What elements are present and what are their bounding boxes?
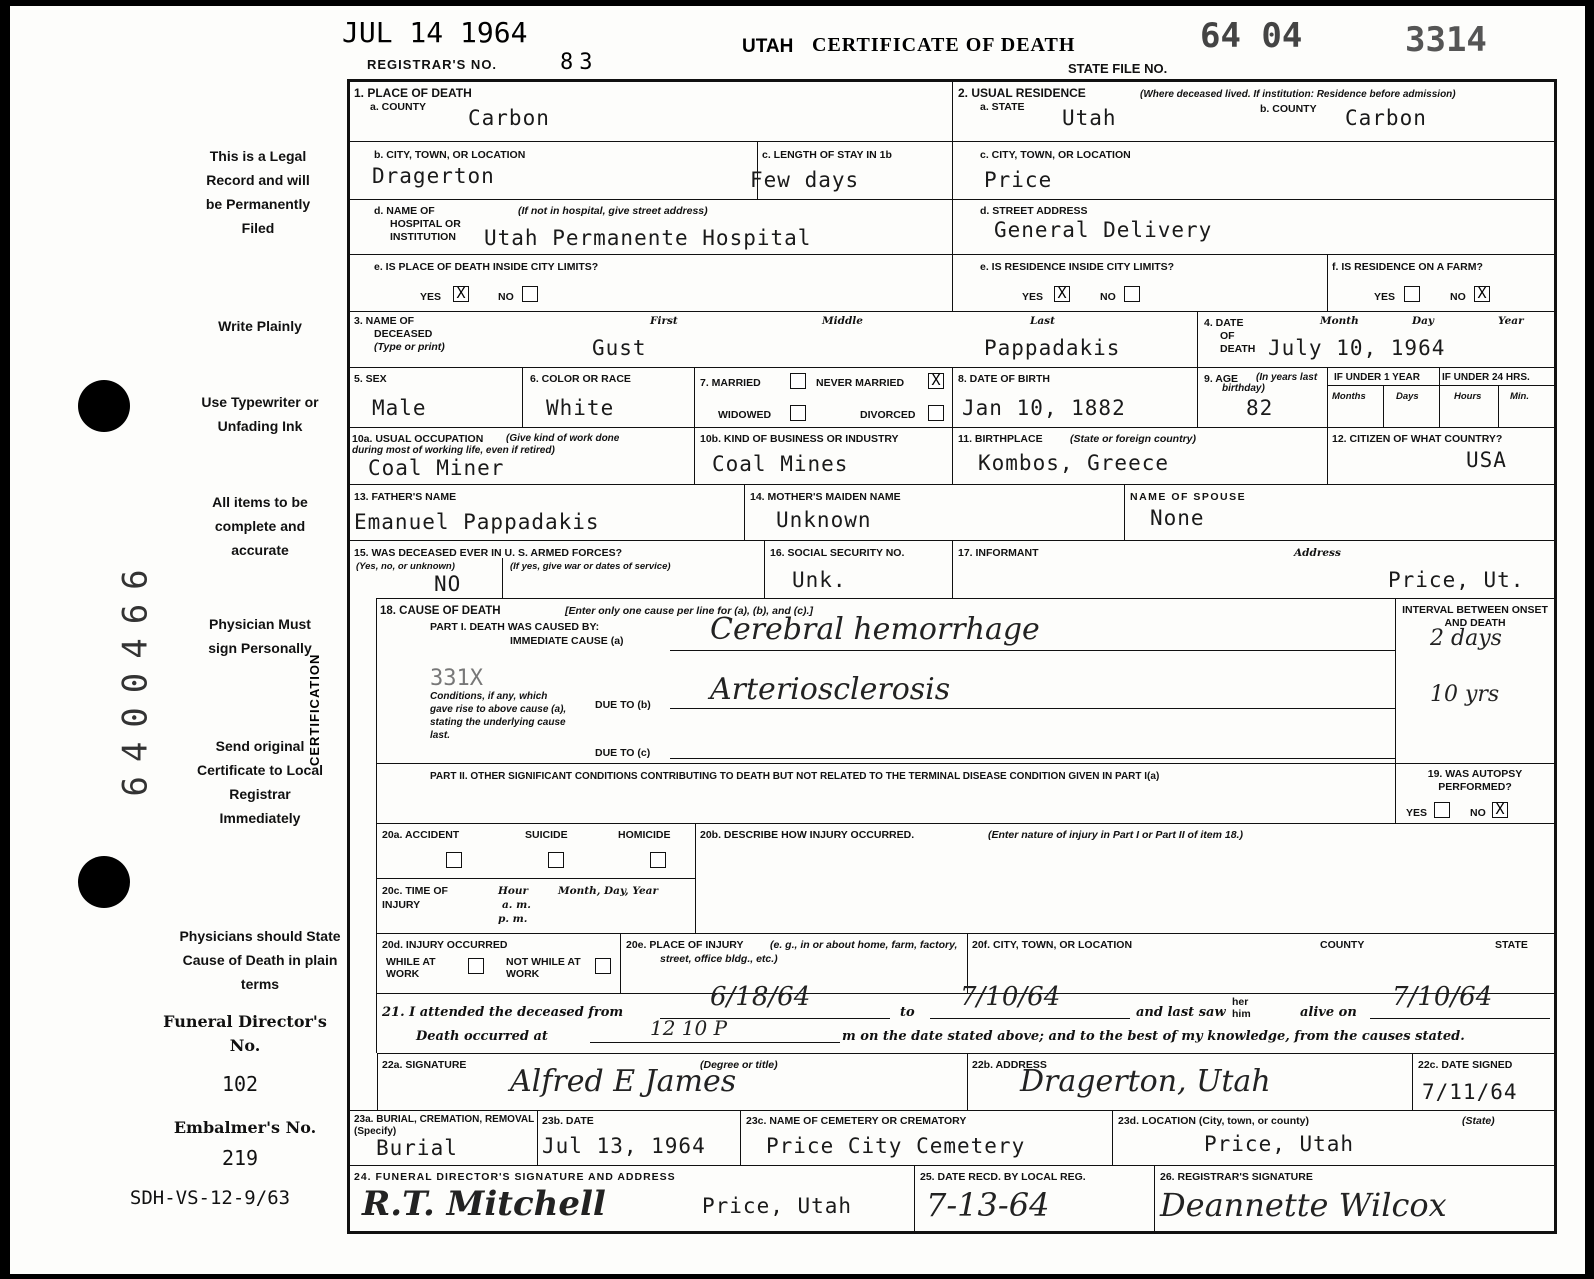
- burial-date-label: 23b. DATE: [542, 1115, 594, 1127]
- birthplace-value: Kombos, Greece: [978, 451, 1170, 475]
- farm-yes-label: YES: [1374, 291, 1396, 303]
- father-label: 13. FATHER'S NAME: [354, 491, 457, 503]
- attended-text: 21. I attended the deceased from: [382, 1005, 624, 1020]
- informant-address: Price, Ut.: [1388, 568, 1525, 592]
- certification-vertical: CERTIFICATION: [307, 653, 322, 766]
- part2-label: PART II. OTHER SIGNIFICANT CONDITIONS CONTRIBUTING TO DEATH BUT NOT RELATED TO THE TERMINAL DISEASE CONDITION GIVEN IN PART I(a): [430, 771, 1160, 782]
- date-signed-label: 22c. DATE SIGNED: [1418, 1059, 1513, 1071]
- accident-checkbox[interactable]: [446, 852, 462, 868]
- occurred-at-label: Death occurred at: [416, 1029, 548, 1044]
- not-while-checkbox[interactable]: [595, 958, 611, 974]
- pm-label: p. m.: [498, 913, 528, 925]
- residence-city: Price: [984, 168, 1053, 192]
- under1-label: IF UNDER 1 YEAR: [1334, 372, 1420, 383]
- res-no-label: NO: [1100, 291, 1116, 303]
- immediate-label: IMMEDIATE CAUSE (a): [510, 635, 624, 647]
- armed-note: (Yes, no, or unknown): [356, 561, 455, 572]
- armed-divider: [502, 558, 503, 598]
- race-value: White: [546, 396, 615, 420]
- under-grid-line: [1327, 385, 1557, 386]
- injury-county-label: COUNTY: [1320, 939, 1365, 951]
- autopsy-yes-label: YES: [1406, 807, 1428, 819]
- never-married-label: NEVER MARRIED: [816, 377, 905, 389]
- birth-label: 8. DATE OF BIRTH: [958, 373, 1050, 385]
- burial-date: Jul 13, 1964: [542, 1134, 706, 1158]
- armed-label: 15. WAS DECEASED EVER IN U. S. ARMED FORCES?: [354, 547, 622, 559]
- due-c-line: [670, 758, 1395, 759]
- sex-value: Male: [372, 396, 427, 420]
- note-physician: Physician Must sign Personally: [208, 616, 312, 656]
- note-complete: All items to be complete and accurate: [212, 494, 308, 558]
- death-inside-no-checkbox[interactable]: [522, 286, 538, 302]
- certification-band: [347, 598, 377, 1053]
- signature-label: 22a. SIGNATURE: [382, 1059, 467, 1071]
- alive-date: 7/10/64: [1392, 982, 1493, 1012]
- ssn-label: 16. SOCIAL SECURITY NO.: [770, 547, 905, 559]
- mdy-label: Month, Day, Year: [558, 885, 658, 897]
- alive-line: [1370, 1018, 1550, 1019]
- funeral-label: 24. FUNERAL DIRECTOR'S SIGNATURE AND ADDRESS: [354, 1171, 676, 1183]
- time-label: 20c. TIME OF INJURY: [382, 885, 448, 911]
- city-label: b. CITY, TOWN, OR LOCATION: [374, 149, 526, 161]
- registrar-no-label: REGISTRAR'S NO.: [367, 57, 498, 72]
- no-label: NO: [498, 291, 514, 303]
- injury-state-label: STATE: [1495, 939, 1528, 951]
- certificate-page: [10, 6, 1585, 1274]
- residence-state: Utah: [1062, 106, 1117, 130]
- homicide-label: HOMICIDE: [618, 829, 671, 841]
- describe-note: (Enter nature of injury in Part I or Part II of item 18.): [988, 829, 1243, 841]
- spouse-label: NAME OF SPOUSE: [1130, 491, 1247, 503]
- interval-a: 2 days: [1430, 626, 1502, 651]
- under24-label: IF UNDER 24 HRS.: [1442, 372, 1530, 383]
- file-number: 3314: [1405, 20, 1487, 60]
- date-label-c: DEATH: [1220, 343, 1256, 355]
- file-prefix: 64 04: [1200, 16, 1303, 56]
- autopsy-no-checkbox[interactable]: X: [1492, 802, 1508, 818]
- embalmer-label: Embalmer's No.: [173, 1118, 317, 1137]
- hospital-name: Utah Permanente Hospital: [484, 226, 812, 250]
- cemetery-name: Price City Cemetery: [766, 1134, 1026, 1158]
- first-name: Gust: [592, 336, 647, 360]
- name-label-c: (Type or print): [374, 341, 445, 353]
- location-label: 23d. LOCATION (City, town, or county): [1118, 1115, 1309, 1127]
- date-label-a: 4. DATE: [1204, 317, 1244, 329]
- funeral-director-label: Funeral Director's No.: [163, 1012, 327, 1055]
- last-name: Pappadakis: [984, 336, 1121, 360]
- name-label-a: 3. NAME OF: [354, 315, 415, 327]
- note-send: Send original Certificate to Local Registrar Immediately: [196, 738, 324, 826]
- burial-location: Price, Utah: [1204, 1132, 1355, 1156]
- age-label: 9. AGE: [1204, 373, 1239, 385]
- attended-from: 6/18/64: [710, 982, 811, 1012]
- recd-label: 25. DATE RECD. BY LOCAL REG.: [920, 1171, 1086, 1183]
- res-inside-label: e. IS RESIDENCE INSIDE CITY LIMITS?: [980, 261, 1175, 273]
- recd-date: 7-13-64: [926, 1186, 1050, 1224]
- physician-address: Dragerton, Utah: [1020, 1064, 1271, 1099]
- under-grid-line-v1: [1383, 385, 1384, 427]
- birthplace-label: 11. BIRTHPLACE: [958, 433, 1043, 445]
- citizen-value: USA: [1466, 448, 1507, 472]
- note-write-plainly: Write Plainly: [218, 318, 302, 334]
- autopsy-label: 19. WAS AUTOPSY PERFORMED?: [1427, 768, 1523, 793]
- location-state-label: (State): [1462, 1115, 1495, 1127]
- her-him-label: her him: [1232, 996, 1251, 1020]
- place-note: (e. g., in or about home, farm, factory, street, office bldg., etc.): [660, 939, 958, 965]
- residence-label: 2. USUAL RESIDENCE: [958, 86, 1086, 100]
- immediate-line: [670, 650, 1395, 651]
- date-label-b: OF: [1220, 330, 1235, 342]
- farm-label: f. IS RESIDENCE ON A FARM?: [1332, 261, 1483, 273]
- to-line: [930, 1018, 1130, 1019]
- days-label: Days: [1396, 391, 1419, 402]
- res-yes-label: YES: [1022, 291, 1044, 303]
- divorced-label: DIVORCED: [860, 409, 916, 421]
- part1-label: PART I. DEATH WAS CAUSED BY:: [430, 621, 600, 633]
- time-line: [590, 1042, 840, 1043]
- occupation-value: Coal Miner: [368, 456, 505, 480]
- spouse-name: None: [1150, 506, 1205, 530]
- months-label: Months: [1332, 391, 1366, 402]
- never-married-checkbox[interactable]: X: [928, 373, 944, 389]
- suicide-label: SUICIDE: [525, 829, 568, 841]
- occurred-label: 20d. INJURY OCCURRED: [382, 939, 508, 951]
- hospital-label-c: INSTITUTION: [390, 231, 456, 243]
- punch-hole-bottom: [78, 856, 130, 908]
- res-city-label: c. CITY, TOWN, OR LOCATION: [980, 149, 1131, 161]
- min-label: Min.: [1510, 391, 1529, 402]
- cause-label: 18. CAUSE OF DEATH: [380, 605, 501, 617]
- county-label: a. COUNTY: [370, 101, 427, 113]
- conditions-note: Conditions, if any, which gave rise to above cause (a), stating the underlying cause last.: [430, 691, 567, 741]
- note-plain-terms: Physicians should State Cause of Death in plain terms: [179, 928, 341, 992]
- mother-name: Unknown: [776, 508, 872, 532]
- interval-b: 10 yrs: [1430, 682, 1500, 707]
- residence-note: (Where deceased lived. If institution: Residence before admission): [1140, 89, 1456, 100]
- due-b-label: DUE TO (b): [595, 699, 651, 711]
- hour-label: Hour: [498, 885, 529, 897]
- to-label: to: [900, 1005, 915, 1020]
- funeral-director-no: 102: [221, 1072, 259, 1096]
- last-saw-label: and last saw: [1136, 1005, 1226, 1020]
- immediate-cause-value: Cerebral hemorrhage: [710, 612, 1040, 647]
- res-inside-no-checkbox[interactable]: [1124, 286, 1140, 302]
- registrar-sig-label: 26. REGISTRAR'S SIGNATURE: [1160, 1171, 1313, 1183]
- age-note: (In years last birthday): [1222, 372, 1318, 394]
- cemetery-label: 23c. NAME OF CEMETERY OR CREMATORY: [746, 1115, 967, 1127]
- widowed-checkbox[interactable]: [790, 405, 806, 421]
- state-label: a. STATE: [980, 101, 1025, 113]
- farm-no-label: NO: [1450, 291, 1466, 303]
- widowed-label: WIDOWED: [718, 409, 772, 421]
- due-b-value: Arteriosclerosis: [710, 672, 951, 707]
- industry-value: Coal Mines: [712, 452, 849, 476]
- married-checkbox[interactable]: [790, 373, 806, 389]
- accident-label: 20a. ACCIDENT: [382, 829, 460, 841]
- month-label: Month: [1320, 315, 1359, 327]
- sex-label: 5. SEX: [354, 373, 387, 385]
- birthplace-note: (State or foreign country): [1070, 433, 1197, 445]
- death-city: Dragerton: [372, 164, 495, 188]
- place-of-death-label: 1. PLACE OF DEATH: [354, 86, 472, 100]
- date-of-death: July 10, 1964: [1268, 336, 1446, 360]
- title-prefix: UTAH: [742, 36, 794, 57]
- alive-on-label: alive on: [1300, 1005, 1357, 1020]
- burial-value: Burial: [376, 1136, 458, 1160]
- registrar-no: 83: [560, 50, 599, 75]
- occupation-label: 10a. USUAL OCCUPATION: [352, 433, 484, 445]
- describe-label: 20b. DESCRIBE HOW INJURY OCCURRED.: [700, 829, 915, 841]
- note-legal: This is a Legal Record and will be Permanently Filed: [205, 148, 311, 236]
- residence-street: General Delivery: [994, 218, 1213, 242]
- citizen-label: 12. CITIZEN OF WHAT COUNTRY?: [1332, 433, 1503, 445]
- hours-label: Hours: [1454, 391, 1482, 402]
- death-inside-yes-checkbox[interactable]: X: [453, 286, 469, 302]
- occurred-tail: m on the date stated above; and to the best of my knowledge, from the causes stated.: [842, 1029, 1465, 1044]
- degree-label: (Degree or title): [700, 1059, 778, 1071]
- while-work-checkbox[interactable]: [468, 958, 484, 974]
- farm-yes-checkbox[interactable]: [1404, 286, 1420, 302]
- interval-label: INTERVAL BETWEEN ONSET AND DEATH: [1402, 604, 1548, 629]
- race-label: 6. COLOR OR RACE: [530, 373, 631, 385]
- res-county-label: b. COUNTY: [1260, 103, 1317, 115]
- last-label: Last: [1030, 315, 1055, 327]
- occupation-note-a: (Give kind of work done: [506, 433, 620, 444]
- first-label: First: [650, 315, 678, 327]
- name-label-b: DECEASED: [374, 328, 433, 340]
- attended-to: 7/10/64: [960, 982, 1061, 1012]
- homicide-checkbox[interactable]: [650, 852, 666, 868]
- icd-code: 331X: [430, 666, 483, 691]
- cause-note: [Enter only one cause per line for (a), (b), and (c).]: [565, 605, 813, 617]
- death-time: 12 10 P: [650, 1016, 728, 1040]
- death-county: Carbon: [468, 106, 550, 130]
- address-label: Address: [1294, 547, 1341, 559]
- yes-label: YES: [420, 291, 442, 303]
- form-number: SDH-VS-12-9/63: [129, 1187, 291, 1209]
- armed-value: NO: [434, 572, 462, 596]
- stay-label: c. LENGTH OF STAY IN 1b: [762, 149, 892, 161]
- industry-label: 10b. KIND OF BUSINESS OR INDUSTRY: [700, 433, 899, 445]
- hospital-label-b: HOSPITAL OR: [390, 218, 461, 230]
- residence-county: Carbon: [1345, 106, 1427, 130]
- injury-city-label: 20f. CITY, TOWN, OR LOCATION: [972, 939, 1133, 951]
- length-of-stay: Few days: [750, 168, 860, 192]
- autopsy-no-label: NO: [1470, 807, 1486, 819]
- date-of-birth: Jan 10, 1882: [962, 396, 1126, 420]
- under-grid-line-v2: [1498, 385, 1499, 427]
- farm-no-checkbox[interactable]: X: [1474, 286, 1490, 302]
- embalmer-no: 219: [221, 1146, 259, 1170]
- street-label: d. STREET ADDRESS: [980, 205, 1088, 217]
- suicide-checkbox[interactable]: [548, 852, 564, 868]
- mother-label: 14. MOTHER'S MAIDEN NAME: [750, 491, 901, 503]
- sig-address-label: 22b. ADDRESS: [972, 1059, 1047, 1071]
- middle-label: Middle: [822, 315, 863, 327]
- funeral-signature: R.T. Mitchell: [362, 1184, 606, 1224]
- funeral-address: Price, Utah: [702, 1194, 853, 1218]
- physician-signature: Alfred E James: [510, 1064, 737, 1099]
- stamp-number: 6400466: [115, 555, 156, 797]
- not-while-label: NOT WHILE AT WORK: [506, 956, 581, 980]
- res-inside-yes-checkbox[interactable]: X: [1054, 286, 1070, 302]
- state-file-label: STATE FILE NO.: [1068, 61, 1168, 76]
- inside-city-label: e. IS PLACE OF DEATH INSIDE CITY LIMITS?: [374, 261, 599, 273]
- autopsy-yes-checkbox[interactable]: [1434, 802, 1450, 818]
- armed-note-2: (If yes, give war or dates of service): [510, 561, 671, 572]
- married-label: 7. MARRIED: [700, 377, 761, 389]
- note-typewriter: Use Typewriter or Unfading Ink: [201, 394, 319, 434]
- divorced-checkbox[interactable]: [928, 405, 944, 421]
- informant-label: 17. INFORMANT: [958, 547, 1039, 559]
- date-signed: 7/11/64: [1422, 1080, 1518, 1104]
- date-stamp: JUL 14 1964: [342, 16, 528, 49]
- day-label: Day: [1412, 315, 1435, 327]
- due-b-line: [670, 708, 1395, 709]
- due-c-label: DUE TO (c): [595, 747, 651, 759]
- burial-label: 23a. BURIAL, CREMATION, REMOVAL (Specify): [354, 1114, 535, 1137]
- certificate-title: CERTIFICATE OF DEATH: [812, 34, 1076, 56]
- hospital-label-a: d. NAME OF: [374, 205, 435, 217]
- while-work-label: WHILE AT WORK: [386, 956, 436, 980]
- hospital-note: (If not in hospital, give street address): [518, 205, 708, 217]
- am-label: a. m.: [502, 899, 531, 911]
- punch-hole-top: [78, 380, 130, 432]
- place-label: 20e. PLACE OF INJURY: [626, 939, 744, 951]
- ssn-value: Unk.: [792, 568, 847, 592]
- occupation-note-b: during most of working life, even if retired): [352, 445, 555, 456]
- year-label: Year: [1498, 315, 1524, 327]
- registrar-signature: Deannette Wilcox: [1160, 1186, 1447, 1224]
- age-value: 82: [1246, 396, 1274, 420]
- father-name: Emanuel Pappadakis: [354, 510, 600, 534]
